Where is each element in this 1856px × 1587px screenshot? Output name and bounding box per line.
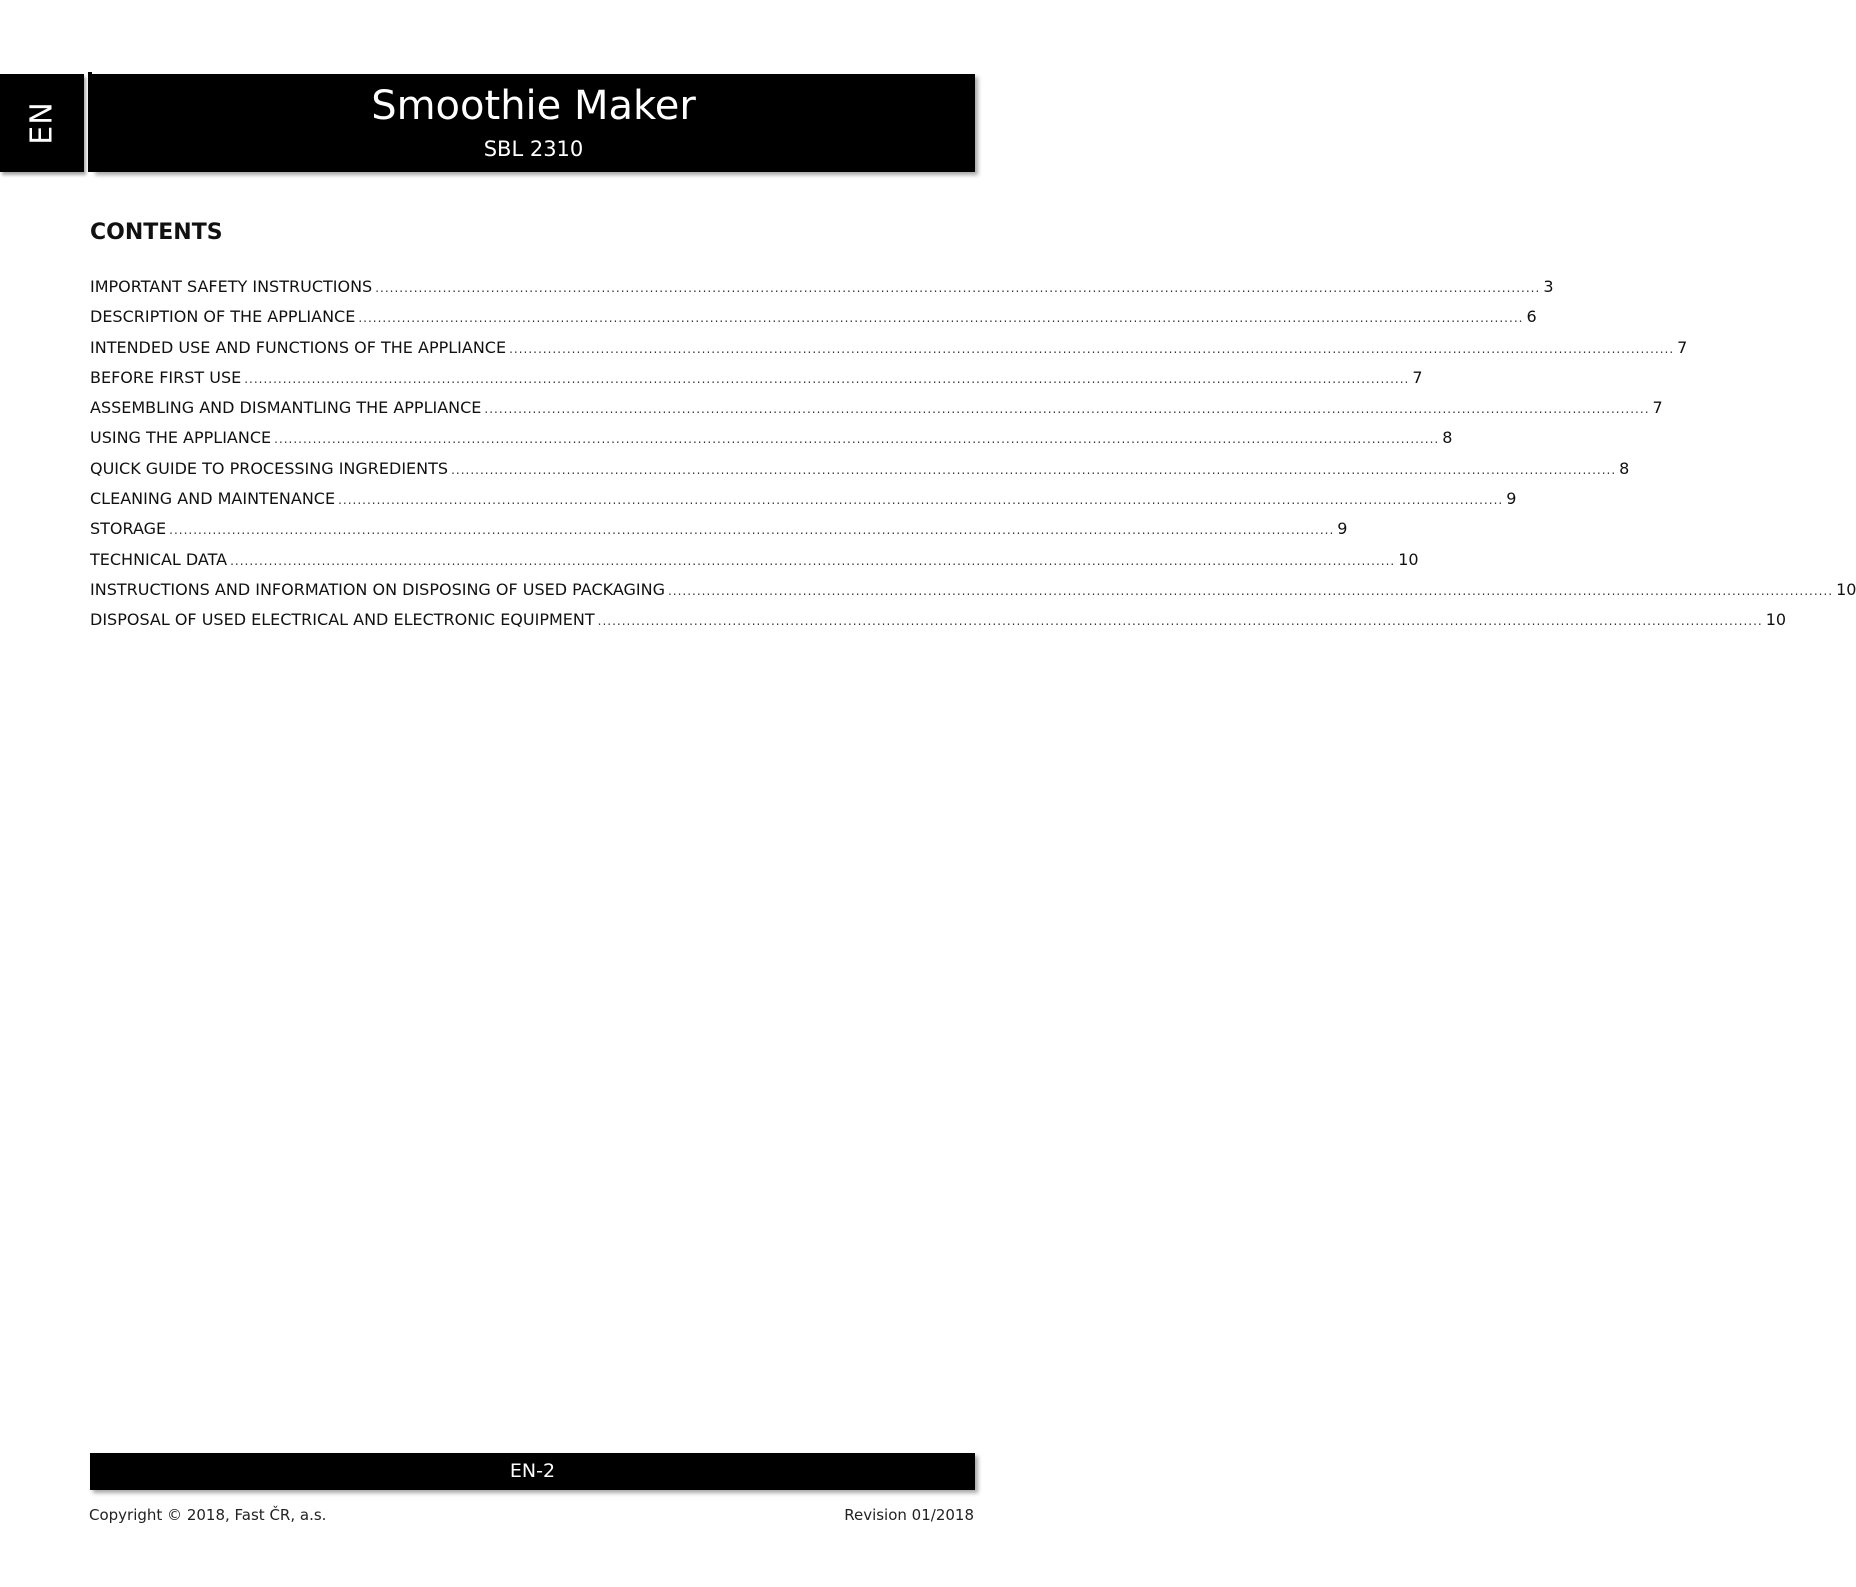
toc-item[interactable] [90, 306, 1537, 336]
toc-item[interactable] [90, 549, 1419, 579]
document-title: Smoothie Maker [371, 83, 696, 129]
toc-item[interactable] [90, 397, 1663, 427]
dot-leader: .................................................................................................................................................................................................................................................. [597, 614, 1763, 629]
page-number: EN-2 [509, 1460, 556, 1482]
toc-item-page: 10 [1836, 579, 1856, 599]
revision-label: Revision 01/2018 [844, 1506, 974, 1524]
dot-leader: .................................................................................................................................................................................................................................................. [484, 402, 1650, 417]
toc-item-page: 9 [1337, 519, 1348, 539]
dot-leader: .................................................................................................................................................................................................................................................. [509, 341, 1675, 356]
dot-leader: .................................................................................................................................................................................................................................................. [375, 281, 1541, 295]
toc-item-page: 10 [1765, 610, 1787, 630]
dot-leader: .................................................................................................................................................................................................................................................. [358, 311, 1524, 326]
toc-item-page: 6 [1526, 307, 1537, 327]
page-number-bar [90, 1453, 975, 1490]
contents-heading: CONTENTS [90, 220, 223, 245]
table-of-contents [90, 276, 1856, 640]
toc-item-title: QUICK GUIDE TO PROCESSING INGREDIENTS [90, 458, 449, 478]
toc-item-page: 9 [1506, 489, 1517, 509]
toc-item-title: TECHNICAL DATA [90, 549, 228, 569]
toc-item-title: INTENDED USE AND FUNCTIONS OF THE APPLIANCE [90, 337, 507, 357]
toc-item-title: BEFORE FIRST USE [90, 367, 242, 387]
toc-item[interactable] [90, 518, 1348, 548]
toc-item-title: CLEANING AND MAINTENANCE [90, 489, 336, 509]
toc-item-page: 7 [1677, 337, 1688, 357]
toc-item[interactable] [90, 367, 1423, 397]
toc-item-page: 10 [1398, 549, 1419, 569]
toc-item-title: INSTRUCTIONS AND INFORMATION ON DISPOSING OF USED PACKAGING [90, 579, 665, 599]
toc-item-title: IMPORTANT SAFETY INSTRUCTIONS [90, 277, 373, 296]
toc-item[interactable] [90, 609, 1787, 639]
dot-leader: .................................................................................................................................................................................................................................................. [338, 493, 1504, 508]
toc-item[interactable] [90, 458, 1630, 488]
toc-item-page: 8 [1619, 458, 1630, 478]
toc-item[interactable] [90, 337, 1688, 367]
dot-leader: .................................................................................................................................................................................................................................................. [667, 583, 1834, 598]
language-tab-label: EN [24, 101, 60, 145]
dot-leader: .................................................................................................................................................................................................................................................. [274, 432, 1440, 447]
toc-item-title: STORAGE [90, 519, 167, 539]
copyright-notice: Copyright © 2018, Fast ČR, a.s. [89, 1506, 327, 1524]
toc-item-title: ASSEMBLING AND DISMANTLING THE APPLIANCE [90, 398, 482, 418]
toc-item-page: 8 [1442, 428, 1453, 448]
toc-item[interactable] [90, 579, 1856, 609]
toc-item-title: DESCRIPTION OF THE APPLIANCE [90, 307, 356, 327]
toc-item-title: DISPOSAL OF USED ELECTRICAL AND ELECTRONIC EQUIPMENT [90, 610, 595, 630]
toc-item-page: 3 [1543, 277, 1554, 296]
toc-item[interactable] [90, 427, 1453, 457]
dot-leader: .................................................................................................................................................................................................................................................. [230, 553, 1396, 568]
toc-item-page: 7 [1412, 367, 1423, 387]
toc-item[interactable] [90, 488, 1517, 518]
dot-leader: .................................................................................................................................................................................................................................................. [244, 371, 1410, 386]
dot-leader: .................................................................................................................................................................................................................................................. [451, 462, 1617, 477]
toc-item[interactable] [90, 276, 1554, 306]
toc-item-title: USING THE APPLIANCE [90, 428, 272, 448]
dot-leader: .................................................................................................................................................................................................................................................. [169, 523, 1335, 538]
language-tab [0, 74, 84, 172]
toc-item-page: 7 [1652, 398, 1663, 418]
model-number: SBL 2310 [483, 137, 584, 161]
